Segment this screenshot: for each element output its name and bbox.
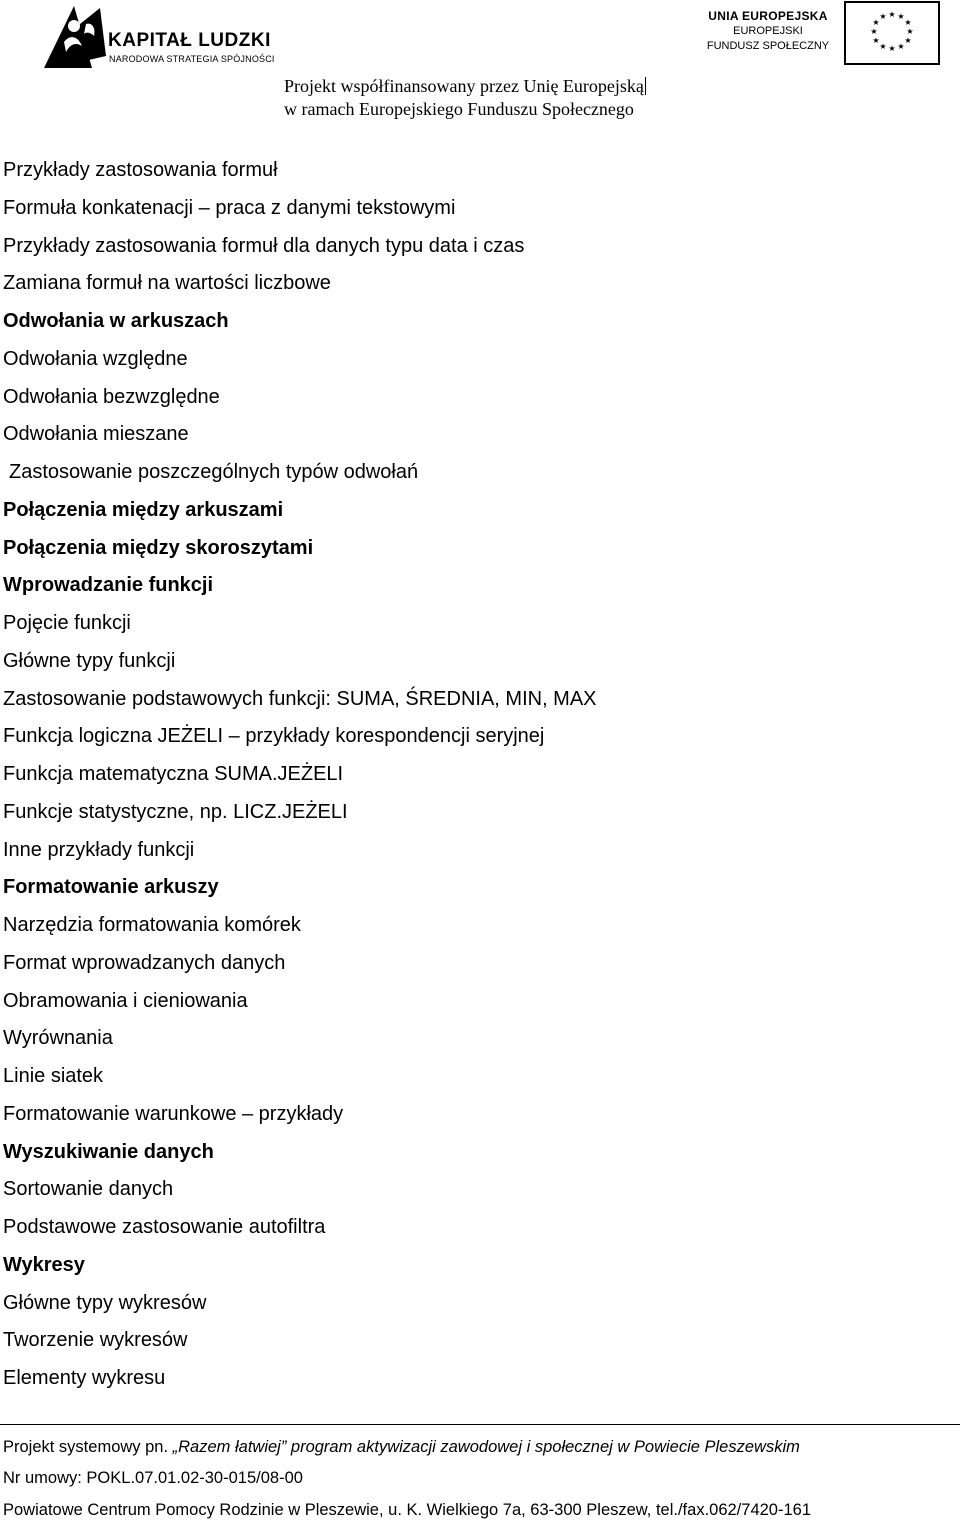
eu-label-line3: FUNDUSZ SPOŁECZNY — [706, 40, 830, 52]
list-item: Przykłady zastosowania formuł — [3, 159, 278, 181]
svg-text:★: ★ — [897, 42, 905, 51]
text-caret — [645, 77, 646, 95]
list-item: Sortowanie danych — [3, 1178, 174, 1201]
list-item: Podstawowe zastosowanie autofiltra — [3, 1216, 326, 1238]
list-item: Pojęcie funkcji — [3, 612, 131, 634]
kapital-ludzki-logo-icon — [40, 2, 110, 72]
list-item: Funkcje statystyczne, np. LICZ.JEŻELI — [3, 800, 348, 823]
svg-text:★: ★ — [888, 10, 896, 19]
kapital-ludzki-subtitle: NARODOWA STRATEGIA SPÓJNOŚCI — [109, 54, 275, 64]
list-item: Odwołania bezwzględne — [3, 385, 220, 408]
footer-contract-number: Nr umowy: POKL.07.01.02-30-015/08-00 — [3, 1469, 303, 1487]
list-item: Zamiana formuł na wartości liczbowe — [3, 272, 331, 295]
svg-text:★: ★ — [879, 42, 887, 51]
eu-fund-label — [704, 8, 832, 54]
list-item: Funkcja logiczna JEŻELI – przykłady korespondencji seryjnej — [3, 725, 545, 748]
list-item: Przykłady zastosowania formuł dla danych typu data i czas — [3, 234, 525, 257]
list-item: Narzędzia formatowania komórek — [3, 914, 301, 936]
list-item: Tworzenie wykresów — [3, 1329, 188, 1352]
list-item: Odwołania względne — [3, 347, 188, 370]
svg-text:★: ★ — [879, 12, 887, 21]
svg-text:★: ★ — [888, 44, 896, 53]
list-item: Odwołania mieszane — [3, 423, 189, 446]
topic-list — [3, 152, 953, 1398]
footer-divider — [0, 1424, 960, 1425]
list-item: Wyrównania — [3, 1027, 113, 1050]
list-item: Główne typy wykresów — [3, 1291, 207, 1314]
svg-text:★: ★ — [872, 18, 880, 27]
list-item: Formuła konkatenacji – praca z danymi tekstowymi — [3, 196, 456, 219]
svg-text:★: ★ — [897, 12, 905, 21]
footer-project-name: „Razem łatwiej” program aktywizacji zawodowej i społecznej w Powiecie Pleszewskim — [172, 1438, 800, 1456]
svg-text:★: ★ — [872, 36, 880, 45]
svg-text:★: ★ — [906, 27, 914, 36]
project-line2: w ramach Europejskiego Funduszu Społecznego — [284, 99, 634, 119]
list-item: Funkcja matematyczna SUMA.JEŻELI — [3, 763, 344, 785]
list-item: Obramowania i cieniowania — [3, 989, 248, 1012]
svg-text:★: ★ — [870, 27, 878, 36]
footer-project-prefix: Projekt systemowy pn. — [3, 1438, 173, 1456]
list-item: Linie siatek — [3, 1065, 104, 1087]
footer-project-line — [3, 1438, 800, 1457]
kapital-ludzki-title: KAPITAŁ LUDZKI — [108, 30, 271, 51]
list-item: Format wprowadzanych danych — [3, 951, 286, 974]
list-item: Główne typy funkcji — [3, 649, 176, 672]
list-item: Formatowanie warunkowe – przykłady — [3, 1102, 344, 1125]
list-item: Elementy wykresu — [3, 1367, 166, 1389]
project-line1: Projekt współfinansowany przez Unię Europejską — [284, 76, 644, 96]
section-heading: Wprowadzanie funkcji — [3, 574, 214, 597]
svg-text:★: ★ — [904, 36, 912, 45]
section-heading: Wyszukiwanie danych — [3, 1140, 214, 1163]
section-heading: Połączenia między arkuszami — [3, 498, 284, 521]
svg-text:★: ★ — [904, 18, 912, 27]
eu-label-line2: EUROPEJSKI — [733, 25, 803, 37]
project-cofinancing-note — [284, 75, 646, 121]
section-heading: Odwołania w arkuszach — [3, 310, 229, 332]
section-heading: Połączenia między skoroszytami — [3, 536, 314, 559]
eu-label-line1: UNIA EUROPEJSKA — [708, 9, 828, 23]
footer-address: Powiatowe Centrum Pomocy Rodzinie w Pleszewie, u. K. Wielkiego 7a, 63-300 Pleszew, tel./fax.062/7420-161 — [3, 1501, 812, 1519]
list-item: Zastosowanie podstawowych funkcji: SUMA, ŚREDNIA, MIN, MAX — [3, 687, 597, 710]
document-header — [0, 0, 960, 130]
section-heading: Wykresy — [3, 1253, 85, 1276]
eu-flag-icon — [844, 1, 940, 65]
list-item: Inne przykłady funkcji — [3, 838, 195, 861]
list-item: Zastosowanie poszczególnych typów odwołań — [9, 461, 419, 483]
section-heading: Formatowanie arkuszy — [3, 876, 219, 899]
